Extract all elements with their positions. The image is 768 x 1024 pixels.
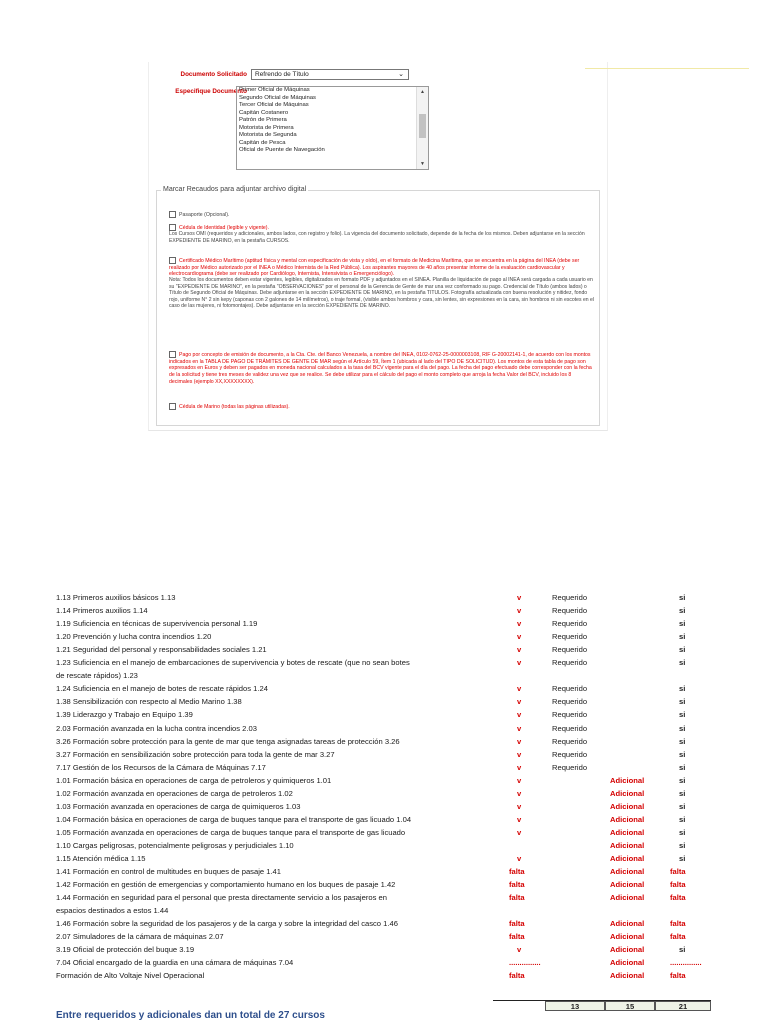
course-requerido: Requerido	[552, 762, 588, 772]
course-check: v	[517, 645, 522, 655]
course-check: v	[517, 788, 522, 798]
course-requerido: Requerido	[552, 684, 588, 694]
course-name: 1.46 Formación sobre la seguridad de los pasajeros y de la carga y sobre la integridad del casco 1.46	[56, 919, 398, 929]
course-adicional: Adicional	[610, 932, 645, 942]
course-name: 1.20 Prevención y lucha contra incendios 1.20	[56, 632, 212, 642]
course-status: falta	[670, 932, 686, 942]
listbox-option[interactable]: Patrón de Primera	[239, 117, 287, 123]
course-name: 1.13 Primeros auxilios básicos 1.13	[56, 593, 176, 602]
course-adicional: Adicional	[610, 971, 645, 981]
scroll-down-icon[interactable]: ▼	[420, 161, 425, 167]
recaudo-pasaporte[interactable]: Pasaporte (Opcional).	[169, 211, 594, 219]
course-status: si	[679, 749, 686, 759]
course-name: 1.42 Formación en gestión de emergencias y comportamiento humano en los buques de pasaje 1.42	[56, 880, 396, 890]
course-check: falta	[509, 971, 525, 981]
course-requerido: Requerido	[552, 619, 588, 629]
course-check: v	[517, 697, 522, 707]
course-name: 1.15 Atención médica 1.15	[56, 854, 146, 863]
especifique-documento-label: Especifique Documento	[175, 88, 247, 95]
course-status: si	[679, 945, 686, 955]
course-check: v	[517, 814, 522, 824]
course-name: 1.02 Formación avanzada en operaciones de carga de petroleros 1.02	[56, 788, 293, 798]
course-check: falta	[509, 932, 525, 942]
listbox-option[interactable]: Tercer Oficial de Máquinas	[239, 102, 309, 108]
course-status: si	[679, 710, 686, 720]
course-name: 3.26 Formación sobre protección para la gente de mar que tenga asignadas tareas de protección 3.26	[56, 736, 400, 746]
course-check: v	[517, 658, 522, 668]
course-status: si	[679, 684, 686, 694]
course-name: 1.21 Seguridad del personal y responsabilidades sociales 1.21	[56, 645, 267, 655]
course-status: si	[679, 645, 686, 655]
course-name: 7.04 Oficial encargado de la guardia en una cámara de máquinas 7.04	[56, 958, 294, 968]
course-check: v	[517, 762, 522, 772]
course-adicional: Adicional	[610, 867, 645, 877]
course-status: si	[679, 736, 686, 746]
course-name: 1.44 Formación en seguridad para el personal que presta directamente servicio a los pasajeros en	[56, 893, 387, 903]
scroll-up-icon[interactable]: ▲	[420, 89, 425, 95]
course-adicional: Adicional	[610, 958, 645, 968]
course-requerido: Requerido	[552, 645, 588, 655]
chevron-down-icon: ⌄	[398, 71, 404, 78]
documento-solicitado-select[interactable]	[251, 69, 409, 80]
course-check: v	[517, 736, 522, 746]
course-status: falta	[670, 893, 686, 903]
listbox-option[interactable]: Capitán Costanero	[239, 109, 289, 116]
course-status: si	[679, 632, 686, 642]
course-status: si	[679, 658, 686, 668]
course-check: v	[517, 945, 522, 955]
course-status: si	[679, 619, 686, 629]
summary-text: Entre requeridos y adicionales dan un total de 27 cursos	[56, 1010, 325, 1021]
course-check: v	[517, 684, 522, 694]
total-requeridos: 13	[545, 1001, 605, 1011]
course-name: 2.03 Formación avanzada en la lucha contra incendios 2.03	[56, 723, 257, 733]
course-check: v	[517, 593, 522, 602]
course-name: 1.19 Suficiencia en técnicas de supervivencia personal 1.19	[56, 619, 258, 629]
note-cursos: Los Cursos OMI (requeridos y adicionales, ambos lados, con registro y folio). La vigencia del documento solicitado, depende de la fecha de los mismos. Deben adjuntarse en la sección EXPEDIENTE DE MARINO, en la pestaña CURSOS.	[169, 231, 585, 244]
course-status: si	[679, 593, 686, 602]
notice-border	[585, 62, 749, 69]
course-adicional: Adicional	[610, 893, 645, 903]
recaudo-cedula-marino[interactable]: Cédula de Marino (todas las páginas utilizadas).	[169, 403, 594, 411]
recaudo-certificado-medico[interactable]: Certificado Médico Marítimo (aptitud física y mental con especificación de vista y oído), en el formato de Medicina Marítima, que se encuentra en la página del INEA (debe ser realizado por Médico autorizado por el INEA o Médico Internista de la Red Pública). Los aspirantes mayores de 40 años presentar informe de la evaluación cardiovascular y electrocardiograma (debe ser realizado por Cardiólogo, Internista, Intensivista o Emergenciólogo).	[169, 257, 580, 278]
course-name: 7.17 Gestión de los Recursos de la Cámara de Máquinas 7.17	[56, 762, 266, 772]
listbox-option[interactable]: Capitán de Pesca	[239, 139, 286, 146]
course-requerido: Requerido	[552, 632, 588, 642]
course-requerido: Requerido	[552, 749, 588, 759]
course-name: 1.01 Formación básica en operaciones de carga de petroleros y quimiqueros 1.01	[56, 775, 332, 785]
course-status: si	[679, 801, 686, 811]
listbox-options	[237, 87, 428, 155]
course-status: si	[679, 854, 686, 863]
course-check: falta	[509, 867, 525, 877]
course-name: 1.23 Suficiencia en el manejo de embarcaciones de supervivencia y botes de rescate (que no sean botes	[56, 658, 410, 668]
course-check: v	[517, 854, 522, 863]
course-status: si	[679, 606, 686, 616]
course-status: falta	[670, 919, 686, 929]
listbox-option[interactable]: Motorista de Primera	[239, 124, 294, 131]
course-requerido: Requerido	[552, 593, 588, 602]
course-name: de rescate rápidos) 1.23	[56, 671, 138, 681]
course-check: v	[517, 710, 522, 720]
course-status: si	[679, 827, 686, 837]
course-adicional: Adicional	[610, 919, 645, 929]
course-name: Formación de Alto Voltaje Nivel Operacional	[56, 971, 205, 981]
note-documentos: Nota: Todos los documentos deben estar vigentes, legibles, digitalizados en formato PDF y adjuntados en el SINEA. Planilla de liquidación de pago al INEA será cargada a cada usuario en su "EXPEDIENTE DE MARINO", en la pestaña "OBSERVACIONES" por el personal de la Gerencia de Gente de mar una vez conformado su pago. Credencial de Título (ambos lados) o Título de Segundo Oficial de Máquinas. Debe adjuntarse en la sección EXPEDIENTE DE MARINO, en la pestaña TITULOS. Fotografía actualizada con buena resolución y nitidez, fondo rojo, uniforme N° 2 sin kepy (caponas con 2 galones de 14 milímetros), o traje formal, (visible ambos hombros y cara, sin lentes, sin expresiones en la cara, sin hombros ni sin escotes en el caso de las mujeres, ni fotomontajes). Debe adjuntarse en la sección EXPEDIENTE DE MARINO.	[169, 277, 595, 310]
course-status: si	[679, 775, 686, 785]
course-check: v	[517, 632, 522, 642]
form-screenshot-panel	[148, 62, 608, 431]
course-name: 1.41 Formación en control de multitudes en buques de pasaje 1.41	[56, 867, 282, 877]
recaudos-fieldset	[156, 186, 600, 426]
checkbox[interactable]	[169, 403, 176, 410]
recaudo-cedula[interactable]: Cédula de Identidad (legible y vigente).	[169, 224, 594, 232]
course-adicional: Adicional	[610, 814, 645, 824]
listbox-option[interactable]: Motorista de Segunda	[239, 132, 297, 138]
course-status: falta	[670, 971, 686, 981]
course-name: 2.07 Simuladores de la cámara de máquinas 2.07	[56, 932, 224, 942]
course-status: si	[679, 814, 686, 824]
listbox-option[interactable]: Segundo Oficial de Máquinas	[239, 94, 316, 101]
course-check: falta	[509, 919, 525, 929]
course-adicional: Adicional	[610, 788, 645, 798]
course-status: falta	[670, 867, 686, 877]
scroll-thumb[interactable]	[419, 114, 426, 138]
checkbox[interactable]	[169, 211, 176, 218]
course-name: 3.19 Oficial de protección del buque 3.19	[56, 945, 195, 955]
course-adicional: Adicional	[610, 854, 645, 863]
course-name: 3.27 Formación en sensibilización sobre protección para toda la gente de mar 3.27	[56, 749, 335, 759]
course-status: falta	[670, 880, 686, 890]
course-name: 1.03 Formación avanzada en operaciones de carga de quimiqueros 1.03	[56, 801, 301, 811]
course-status: si	[679, 723, 686, 733]
course-adicional: Adicional	[610, 880, 645, 890]
course-requerido: Requerido	[552, 606, 588, 616]
listbox-option[interactable]: Oficial de Puente de Navegación	[239, 147, 325, 153]
checkbox[interactable]	[169, 351, 176, 358]
course-requerido: Requerido	[552, 697, 588, 707]
course-adicional: Adicional	[610, 945, 645, 955]
checkbox[interactable]	[169, 224, 176, 231]
recaudo-pago[interactable]: Pago por concepto de emisión de documento, a la Cta. Cte. del Banco Venezuela, a nombre del INEA, 0102-0762-25-0000003108, RIF G-20002141-1, de acuerdo con los montos indicados en la TABLA DE PAGO DE TRÁMITES DE GENTE DE MAR según el Artículo 59, Ítem 1 (ubicada al lado del TIPO DE SOLICITUD). Los montos de esta tabla de pago son expresados en Euros y deben ser pagados en moneda nacional calculados a la tasa del BCV vigente para el día del pago. La fecha del pago efectuado debe corresponder con la fecha de la solicitud y tiene tres meses de validez una vez que se realice. Se debe utilizar para el cálculo del pago el monto completo que arroja la fecha Valor del BCV, incluido los 8 decimales (ejemplo XX,XXXXXXXX).	[169, 351, 592, 386]
course-name: 1.24 Suficiencia en el manejo de botes de rescate rápidos 1.24	[56, 684, 268, 694]
listbox-scrollbar[interactable]	[416, 87, 428, 169]
course-status: si	[679, 840, 686, 850]
course-status: ...............	[670, 958, 702, 968]
course-requerido: Requerido	[552, 710, 588, 720]
course-requerido: Requerido	[552, 736, 588, 746]
course-status: si	[679, 697, 686, 707]
total-adicionales: 15	[605, 1001, 655, 1011]
course-adicional: Adicional	[610, 801, 645, 811]
course-check: v	[517, 619, 522, 629]
course-check: v	[517, 749, 522, 759]
course-check: v	[517, 801, 522, 811]
course-check: v	[517, 606, 522, 616]
course-name: 1.38 Sensibilización con respecto al Medio Marino 1.38	[56, 697, 242, 707]
course-requerido: Requerido	[552, 723, 588, 733]
course-check: falta	[509, 880, 525, 890]
checkbox[interactable]	[169, 257, 176, 264]
course-check: ...............	[509, 958, 541, 968]
documento-solicitado-label: Documento Solicitado	[180, 71, 247, 78]
total-si: 21	[655, 1001, 711, 1011]
course-status: si	[679, 762, 686, 772]
course-name: 1.10 Cargas peligrosas, potencialmente peligrosas y perjudiciales 1.10	[56, 840, 294, 850]
course-name: 1.04 Formación básica en operaciones de carga de buques tanque para el transporte de gas licuado 1.04	[56, 814, 412, 824]
course-name: 1.14 Primeros auxilios 1.14	[56, 606, 148, 616]
course-check: v	[517, 723, 522, 733]
course-name: 1.39 Liderazgo y Trabajo en Equipo 1.39	[56, 710, 193, 720]
listbox-option[interactable]: Primer Oficial de Máquinas	[239, 87, 310, 93]
course-check: v	[517, 775, 522, 785]
course-check: v	[517, 827, 522, 837]
course-status: si	[679, 788, 686, 798]
especifique-documento-listbox[interactable]	[236, 86, 429, 170]
course-check: falta	[509, 893, 525, 903]
course-adicional: Adicional	[610, 827, 645, 837]
documento-solicitado-value: Refrendo de Título	[255, 71, 309, 78]
course-name: 1.05 Formación avanzada en operaciones de carga de buques tanque para el transporte de gas licuado	[56, 827, 406, 837]
course-name: espacios destinados a estos 1.44	[56, 906, 169, 916]
course-requerido: Requerido	[552, 658, 588, 668]
course-adicional: Adicional	[610, 840, 645, 850]
course-adicional: Adicional	[610, 775, 645, 785]
recaudos-legend: Marcar Recaudos para adjuntar archivo digital	[163, 186, 307, 193]
totals-row	[493, 1000, 711, 1011]
